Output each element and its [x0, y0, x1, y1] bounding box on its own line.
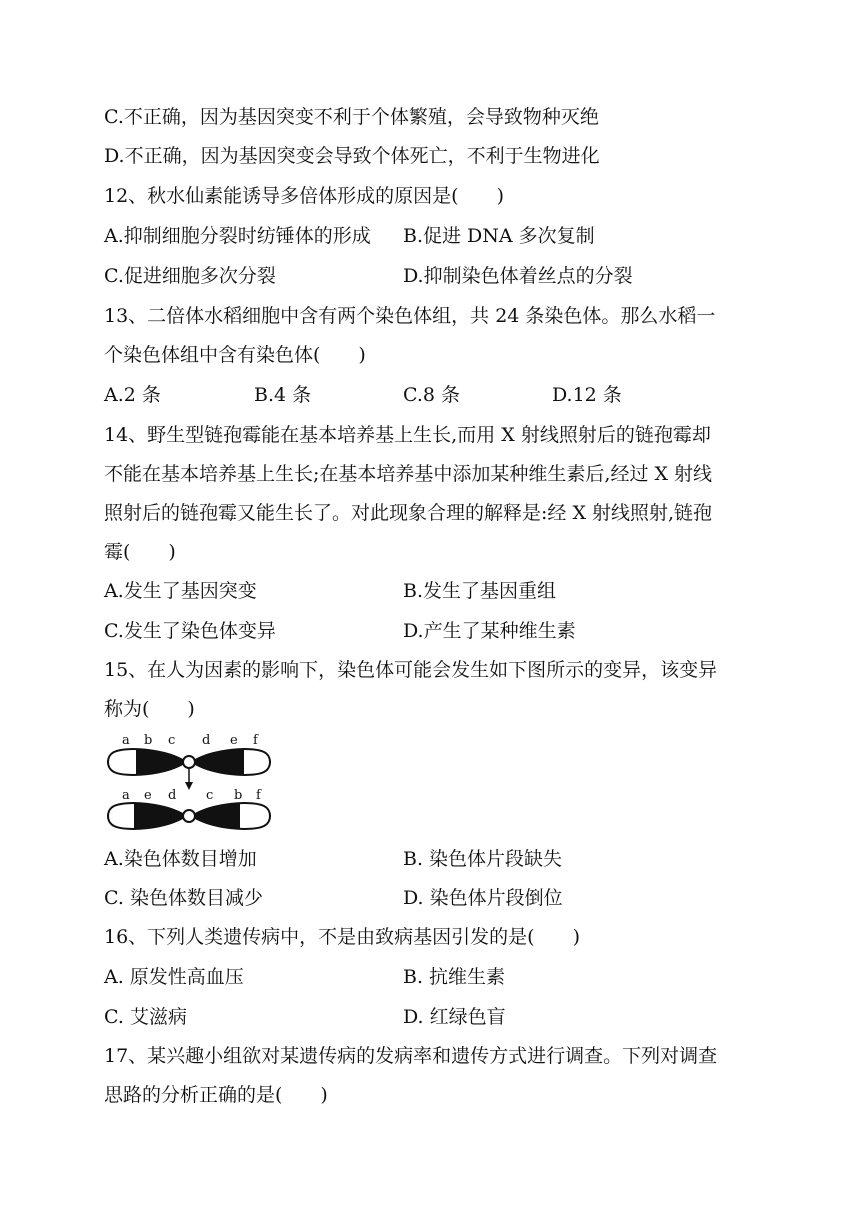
q14-option-a: A.发生了基因突变 [104, 580, 257, 602]
bottom-label-d: d [168, 788, 177, 803]
top-label-d: d [202, 733, 211, 748]
q12-option-b: B.促进 DNA 多次复制 [403, 225, 595, 247]
chromosome-inversion-figure [104, 732, 276, 832]
q16-option-d: D. 红绿色盲 [403, 1006, 506, 1028]
q12-option-c: C.促进细胞多次分裂 [104, 265, 276, 287]
question-14-line1: 14、野生型链孢霉能在基本培养基上生长,而用 X 射线照射后的链孢霉却 [104, 424, 711, 446]
q11-option-c: C.不正确，因为基因突变不利于个体繁殖，会导致物种灭绝 [104, 106, 599, 128]
question-12: 12、秋水仙素能诱导多倍体形成的原因是( ) [104, 185, 505, 207]
bottom-label-a: a [122, 788, 130, 803]
q12-option-d: D.抑制染色体着丝点的分裂 [403, 265, 633, 287]
question-14-line4: 霉( ) [104, 541, 176, 563]
question-17-line2: 思路的分析正确的是( ) [104, 1084, 328, 1106]
bottom-label-c: c [206, 788, 214, 803]
q16-option-a: A. 原发性高血压 [104, 966, 244, 988]
bottom-label-f: f [256, 788, 261, 803]
q13-option-c: C.8 条 [403, 384, 461, 406]
question-13-line2: 个染色体组中含有染色体( ) [104, 344, 366, 366]
q12-option-a: A.抑制细胞分裂时纺锤体的形成 [104, 225, 371, 247]
q15-option-b: B. 染色体片段缺失 [403, 848, 563, 870]
top-label-b: b [144, 733, 153, 748]
q14-option-b: B.发生了基因重组 [403, 580, 557, 602]
inverted-chromosome [108, 803, 270, 829]
q14-option-d: D.产生了某种维生素 [403, 620, 576, 642]
question-13-line1: 13、二倍体水稻细胞中含有两个染色体组，共 24 条染色体。那么水稻一 [104, 305, 716, 327]
down-arrow-icon [185, 768, 193, 790]
top-label-e: e [230, 733, 238, 748]
top-label-a: a [122, 733, 130, 748]
top-label-c: c [168, 733, 176, 748]
question-15-line2: 称为( ) [104, 698, 195, 720]
q13-option-b: B.4 条 [254, 384, 312, 406]
q15-option-c: C. 染色体数目减少 [104, 887, 263, 909]
q11-option-d: D.不正确，因为基因突变会导致个体死亡，不利于生物进化 [104, 145, 600, 167]
question-14-line2: 不能在基本培养基上生长;在基本培养基中添加某种维生素后,经过 X 射线 [104, 463, 713, 485]
q15-option-a: A.染色体数目增加 [104, 848, 257, 870]
top-label-f: f [253, 733, 258, 748]
q16-option-c: C. 艾滋病 [104, 1006, 187, 1028]
question-15-line1: 15、在人为因素的影响下，染色体可能会发生如下图所示的变异，该变异 [104, 659, 718, 681]
q15-option-d: D. 染色体片段倒位 [403, 887, 563, 909]
bottom-label-b: b [234, 788, 243, 803]
question-14-line3: 照射后的链孢霉又能生长了。对此现象合理的解释是:经 X 射线照射,链孢 [104, 502, 713, 524]
question-17-line1: 17、某兴趣小组欲对某遗传病的发病率和遗传方式进行调查。下列对调查 [104, 1045, 718, 1067]
bottom-label-e: e [144, 788, 152, 803]
q13-option-d: D.12 条 [552, 384, 622, 406]
q13-option-a: A.2 条 [104, 384, 161, 406]
question-16: 16、下列人类遗传病中，不是由致病基因引发的是( ) [104, 926, 581, 948]
q16-option-b: B. 抗维生素 [403, 966, 506, 988]
q14-option-c: C.发生了染色体变异 [104, 620, 276, 642]
